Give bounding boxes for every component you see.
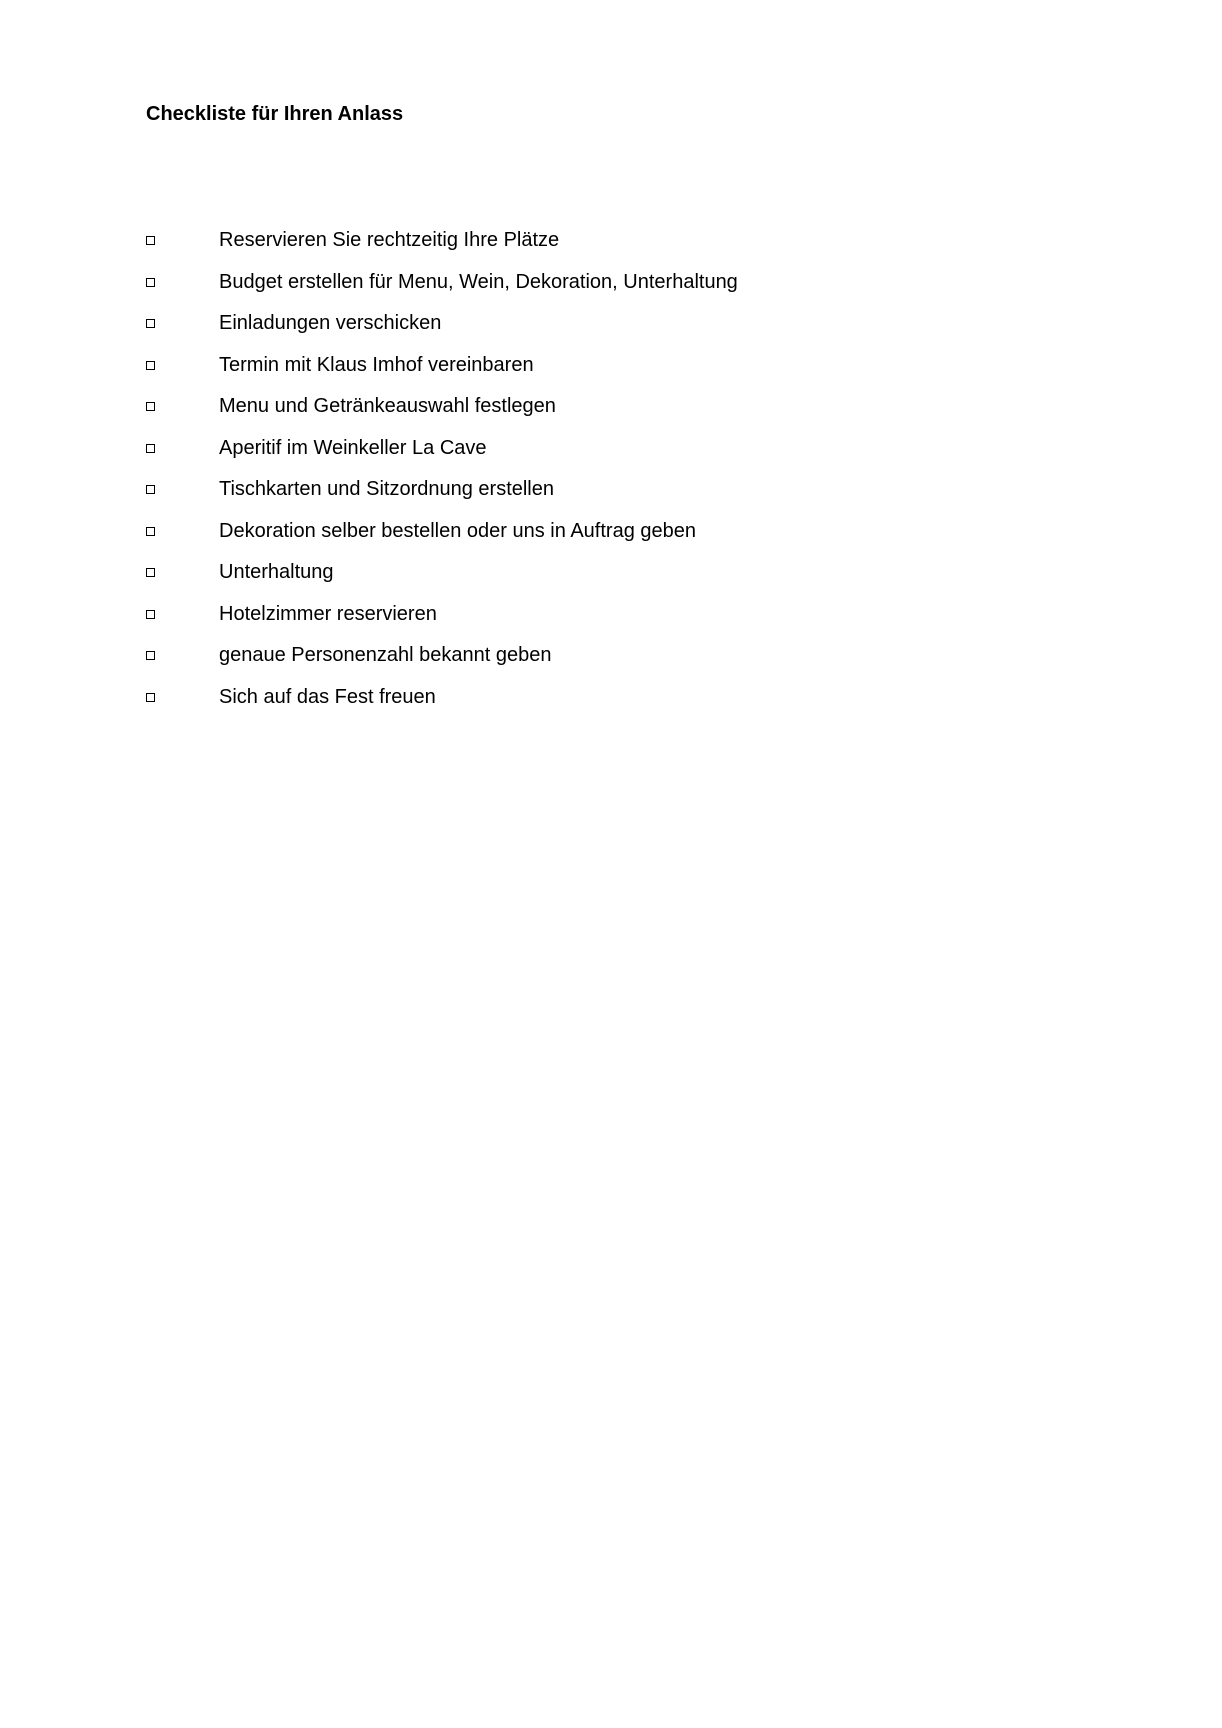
checklist-item-label: Sich auf das Fest freuen [219,685,436,708]
checkbox-empty-icon[interactable] [146,319,155,328]
checklist-item [146,683,1046,725]
checklist-item-label: Hotelzimmer reservieren [219,602,437,625]
checklist-item-label: Unterhaltung [219,561,334,583]
checklist-item [146,558,1046,600]
checkbox-empty-icon[interactable] [146,568,155,577]
checkbox-empty-icon[interactable] [146,485,155,494]
checklist-item [146,434,1046,476]
checklist-item-label: genaue Personenzahl bekannt geben [219,644,552,666]
checkbox-empty-icon[interactable] [146,693,155,702]
checklist-item [146,475,1046,517]
checklist-item [146,600,1046,642]
checklist-item [146,226,1046,268]
checkbox-empty-icon[interactable] [146,236,155,245]
checklist-item [146,641,1046,683]
checklist-item-label: Aperitif im Weinkeller La Cave [219,436,487,459]
checklist-item [146,268,1046,310]
checkbox-empty-icon[interactable] [146,278,155,287]
checklist-item [146,351,1046,393]
checkbox-empty-icon[interactable] [146,651,155,660]
checkbox-empty-icon[interactable] [146,402,155,411]
checklist-item-label: Tischkarten und Sitzordnung erstellen [219,478,554,500]
checkbox-empty-icon[interactable] [146,444,155,453]
checklist-item-label: Budget erstellen für Menu, Wein, Dekoration, Unterhaltung [219,270,738,293]
checklist [146,226,1046,724]
page-title: Checkliste für Ihren Anlass [146,103,404,125]
checklist-item-label: Termin mit Klaus Imhof vereinbaren [219,353,534,376]
checklist-item-label: Reservieren Sie rechtzeitig Ihre Plätze [219,229,560,251]
checklist-item [146,517,1046,559]
checkbox-empty-icon[interactable] [146,610,155,619]
checklist-item-label: Dekoration selber bestellen oder uns in Auftrag geben [219,519,696,542]
checklist-item-label: Menu und Getränkeauswahl festlegen [219,395,556,417]
checklist-item-label: Einladungen verschicken [219,312,442,334]
checklist-item [146,309,1046,351]
checkbox-empty-icon[interactable] [146,361,155,370]
checklist-item [146,392,1046,434]
checkbox-empty-icon[interactable] [146,527,155,536]
